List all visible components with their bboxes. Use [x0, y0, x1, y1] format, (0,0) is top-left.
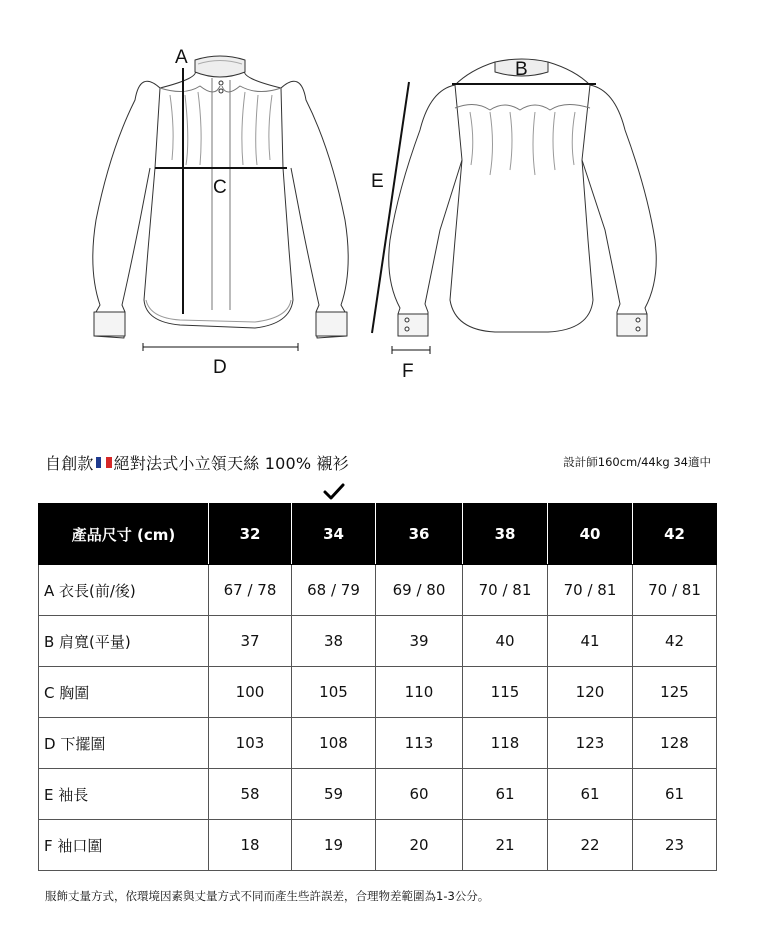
table-cell: 59: [292, 769, 376, 820]
shirt-measurement-illustration: [0, 0, 765, 400]
row-label: F 袖口圍: [39, 820, 209, 871]
table-cell: 110: [376, 667, 463, 718]
table-cell: 58: [209, 769, 292, 820]
size-header: 34: [292, 504, 376, 565]
france-flag-icon: [96, 457, 112, 468]
table-row: [39, 565, 717, 616]
table-cell: 37: [209, 616, 292, 667]
label-f: F: [402, 361, 414, 382]
table-cell: 115: [463, 667, 548, 718]
row-label: B 肩寬(平量): [39, 616, 209, 667]
table-cell: 19: [292, 820, 376, 871]
size-header: 40: [548, 504, 633, 565]
table-cell: 23: [633, 820, 717, 871]
table-cell: 61: [633, 769, 717, 820]
table-cell: 108: [292, 718, 376, 769]
label-c: C: [213, 177, 227, 198]
size-header: 38: [463, 504, 548, 565]
checkmark-icon: [322, 482, 346, 502]
label-a: A: [175, 47, 188, 68]
label-d: D: [213, 357, 227, 378]
table-cell: 100: [209, 667, 292, 718]
size-header: 32: [209, 504, 292, 565]
table-row: [39, 616, 717, 667]
title-prefix: 自創款: [45, 454, 94, 473]
designer-note: 設計師160cm/44kg 34適中: [563, 455, 711, 469]
label-e: E: [371, 171, 384, 192]
measurement-footnote: 服飾丈量方式，依環境因素與丈量方式不同而產生些許誤差，合理物差範圍為1-3公分。: [45, 889, 490, 903]
size-header: 36: [376, 504, 463, 565]
table-cell: 42: [633, 616, 717, 667]
row-label: E 袖長: [39, 769, 209, 820]
table-cell: 21: [463, 820, 548, 871]
size-table: [38, 503, 717, 871]
header-label: 產品尺寸 (cm): [39, 504, 209, 565]
row-label: D 下擺圍: [39, 718, 209, 769]
table-row: [39, 667, 717, 718]
table-cell: 68 / 79: [292, 565, 376, 616]
table-cell: 123: [548, 718, 633, 769]
label-b: B: [515, 59, 528, 80]
table-cell: 38: [292, 616, 376, 667]
shirt-back-view: [389, 59, 657, 336]
table-row: [39, 820, 717, 871]
title-suffix: 絕對法式小立領天絲 100% 襯衫: [113, 454, 349, 473]
table-cell: 67 / 78: [209, 565, 292, 616]
table-cell: 39: [376, 616, 463, 667]
table-cell: 120: [548, 667, 633, 718]
table-cell: 103: [209, 718, 292, 769]
measure-line-e: [372, 82, 409, 333]
table-cell: 41: [548, 616, 633, 667]
row-label: A 衣長(前/後): [39, 565, 209, 616]
table-cell: 61: [463, 769, 548, 820]
row-label: C 胸圍: [39, 667, 209, 718]
table-cell: 18: [209, 820, 292, 871]
table-cell: 70 / 81: [463, 565, 548, 616]
table-cell: 113: [376, 718, 463, 769]
table-row: [39, 718, 717, 769]
table-cell: 20: [376, 820, 463, 871]
table-cell: 69 / 80: [376, 565, 463, 616]
table-cell: 118: [463, 718, 548, 769]
table-row: [39, 769, 717, 820]
size-header: 42: [633, 504, 717, 565]
table-cell: 105: [292, 667, 376, 718]
table-cell: 128: [633, 718, 717, 769]
table-cell: 70 / 81: [548, 565, 633, 616]
table-cell: 40: [463, 616, 548, 667]
table-cell: 125: [633, 667, 717, 718]
product-title: [45, 451, 349, 474]
table-cell: 70 / 81: [633, 565, 717, 616]
table-cell: 60: [376, 769, 463, 820]
table-cell: 22: [548, 820, 633, 871]
size-header-row: [39, 504, 717, 565]
table-cell: 61: [548, 769, 633, 820]
